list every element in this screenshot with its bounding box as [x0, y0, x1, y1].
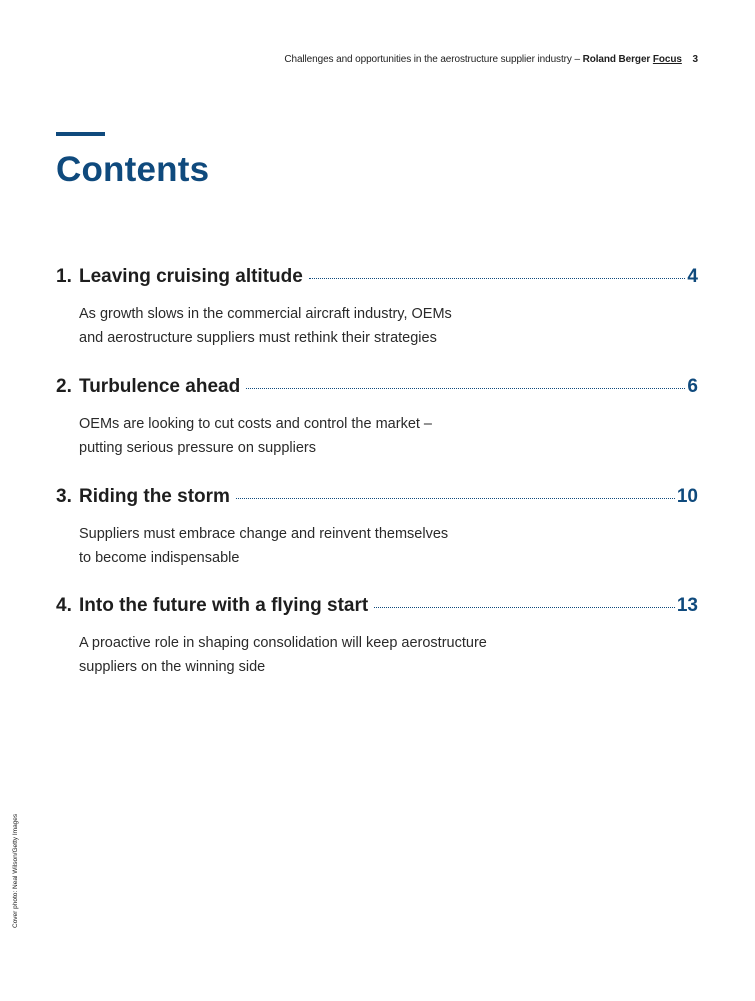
toc-number: 1.: [56, 266, 72, 287]
toc-entry[interactable]: [56, 376, 698, 460]
header-brand: Roland Berger: [582, 54, 651, 65]
toc-page-number[interactable]: 10: [676, 486, 698, 507]
toc-page-number[interactable]: 6: [687, 376, 698, 397]
toc-title[interactable]: Into the future with a flying start: [79, 595, 369, 616]
toc-title[interactable]: Riding the storm: [79, 486, 230, 507]
photo-credit: Cover photo: Neal Wilson/Getty Images: [12, 813, 19, 928]
toc-description: [79, 302, 519, 350]
toc-number: 4.: [56, 595, 72, 616]
header-subject: Challenges and opportunities in the aerostructure supplier industry: [284, 54, 572, 65]
toc-title[interactable]: Leaving cruising altitude: [79, 266, 303, 287]
header-series: Focus: [652, 54, 682, 65]
toc-description-line: and aerostructure suppliers must rethink their strategies: [79, 330, 437, 346]
toc-number: 3.: [56, 486, 72, 507]
toc-entry[interactable]: [56, 486, 698, 570]
toc-entry[interactable]: [56, 266, 698, 350]
toc-dot-leader: [309, 278, 686, 279]
toc-description-line: suppliers on the winning side: [79, 659, 266, 675]
page-number: 3: [692, 54, 698, 65]
toc-page-number[interactable]: 13: [676, 595, 698, 616]
header-separator: –: [571, 54, 583, 65]
toc-description-line: As growth slows in the commercial aircraft industry, OEMs: [79, 306, 452, 322]
toc-number: 2.: [56, 376, 72, 397]
toc-dot-leader: [374, 607, 675, 608]
toc-description: [79, 412, 519, 460]
toc-heading-row[interactable]: [56, 376, 698, 402]
toc-entry[interactable]: [56, 595, 698, 679]
toc-title[interactable]: Turbulence ahead: [79, 376, 241, 397]
toc-description-line: A proactive role in shaping consolidation will keep aerostructure: [79, 635, 487, 651]
toc-heading-row[interactable]: [56, 486, 698, 512]
toc-description-line: putting serious pressure on suppliers: [79, 440, 316, 456]
toc-page-number[interactable]: 4: [687, 266, 698, 287]
toc-dot-leader: [236, 498, 675, 499]
toc-description-line: to become indispensable: [79, 550, 240, 566]
toc-description-line: OEMs are looking to cut costs and control the market –: [79, 416, 432, 432]
toc-description: [79, 631, 519, 679]
running-header: [284, 54, 698, 65]
toc-heading-row[interactable]: [56, 595, 698, 621]
title-accent-rule: [56, 132, 105, 136]
toc-heading-row[interactable]: [56, 266, 698, 292]
toc-dot-leader: [246, 388, 685, 389]
toc-description-line: Suppliers must embrace change and reinvent themselves: [79, 526, 449, 542]
page-title: Contents: [56, 150, 210, 189]
toc-description: [79, 522, 519, 570]
